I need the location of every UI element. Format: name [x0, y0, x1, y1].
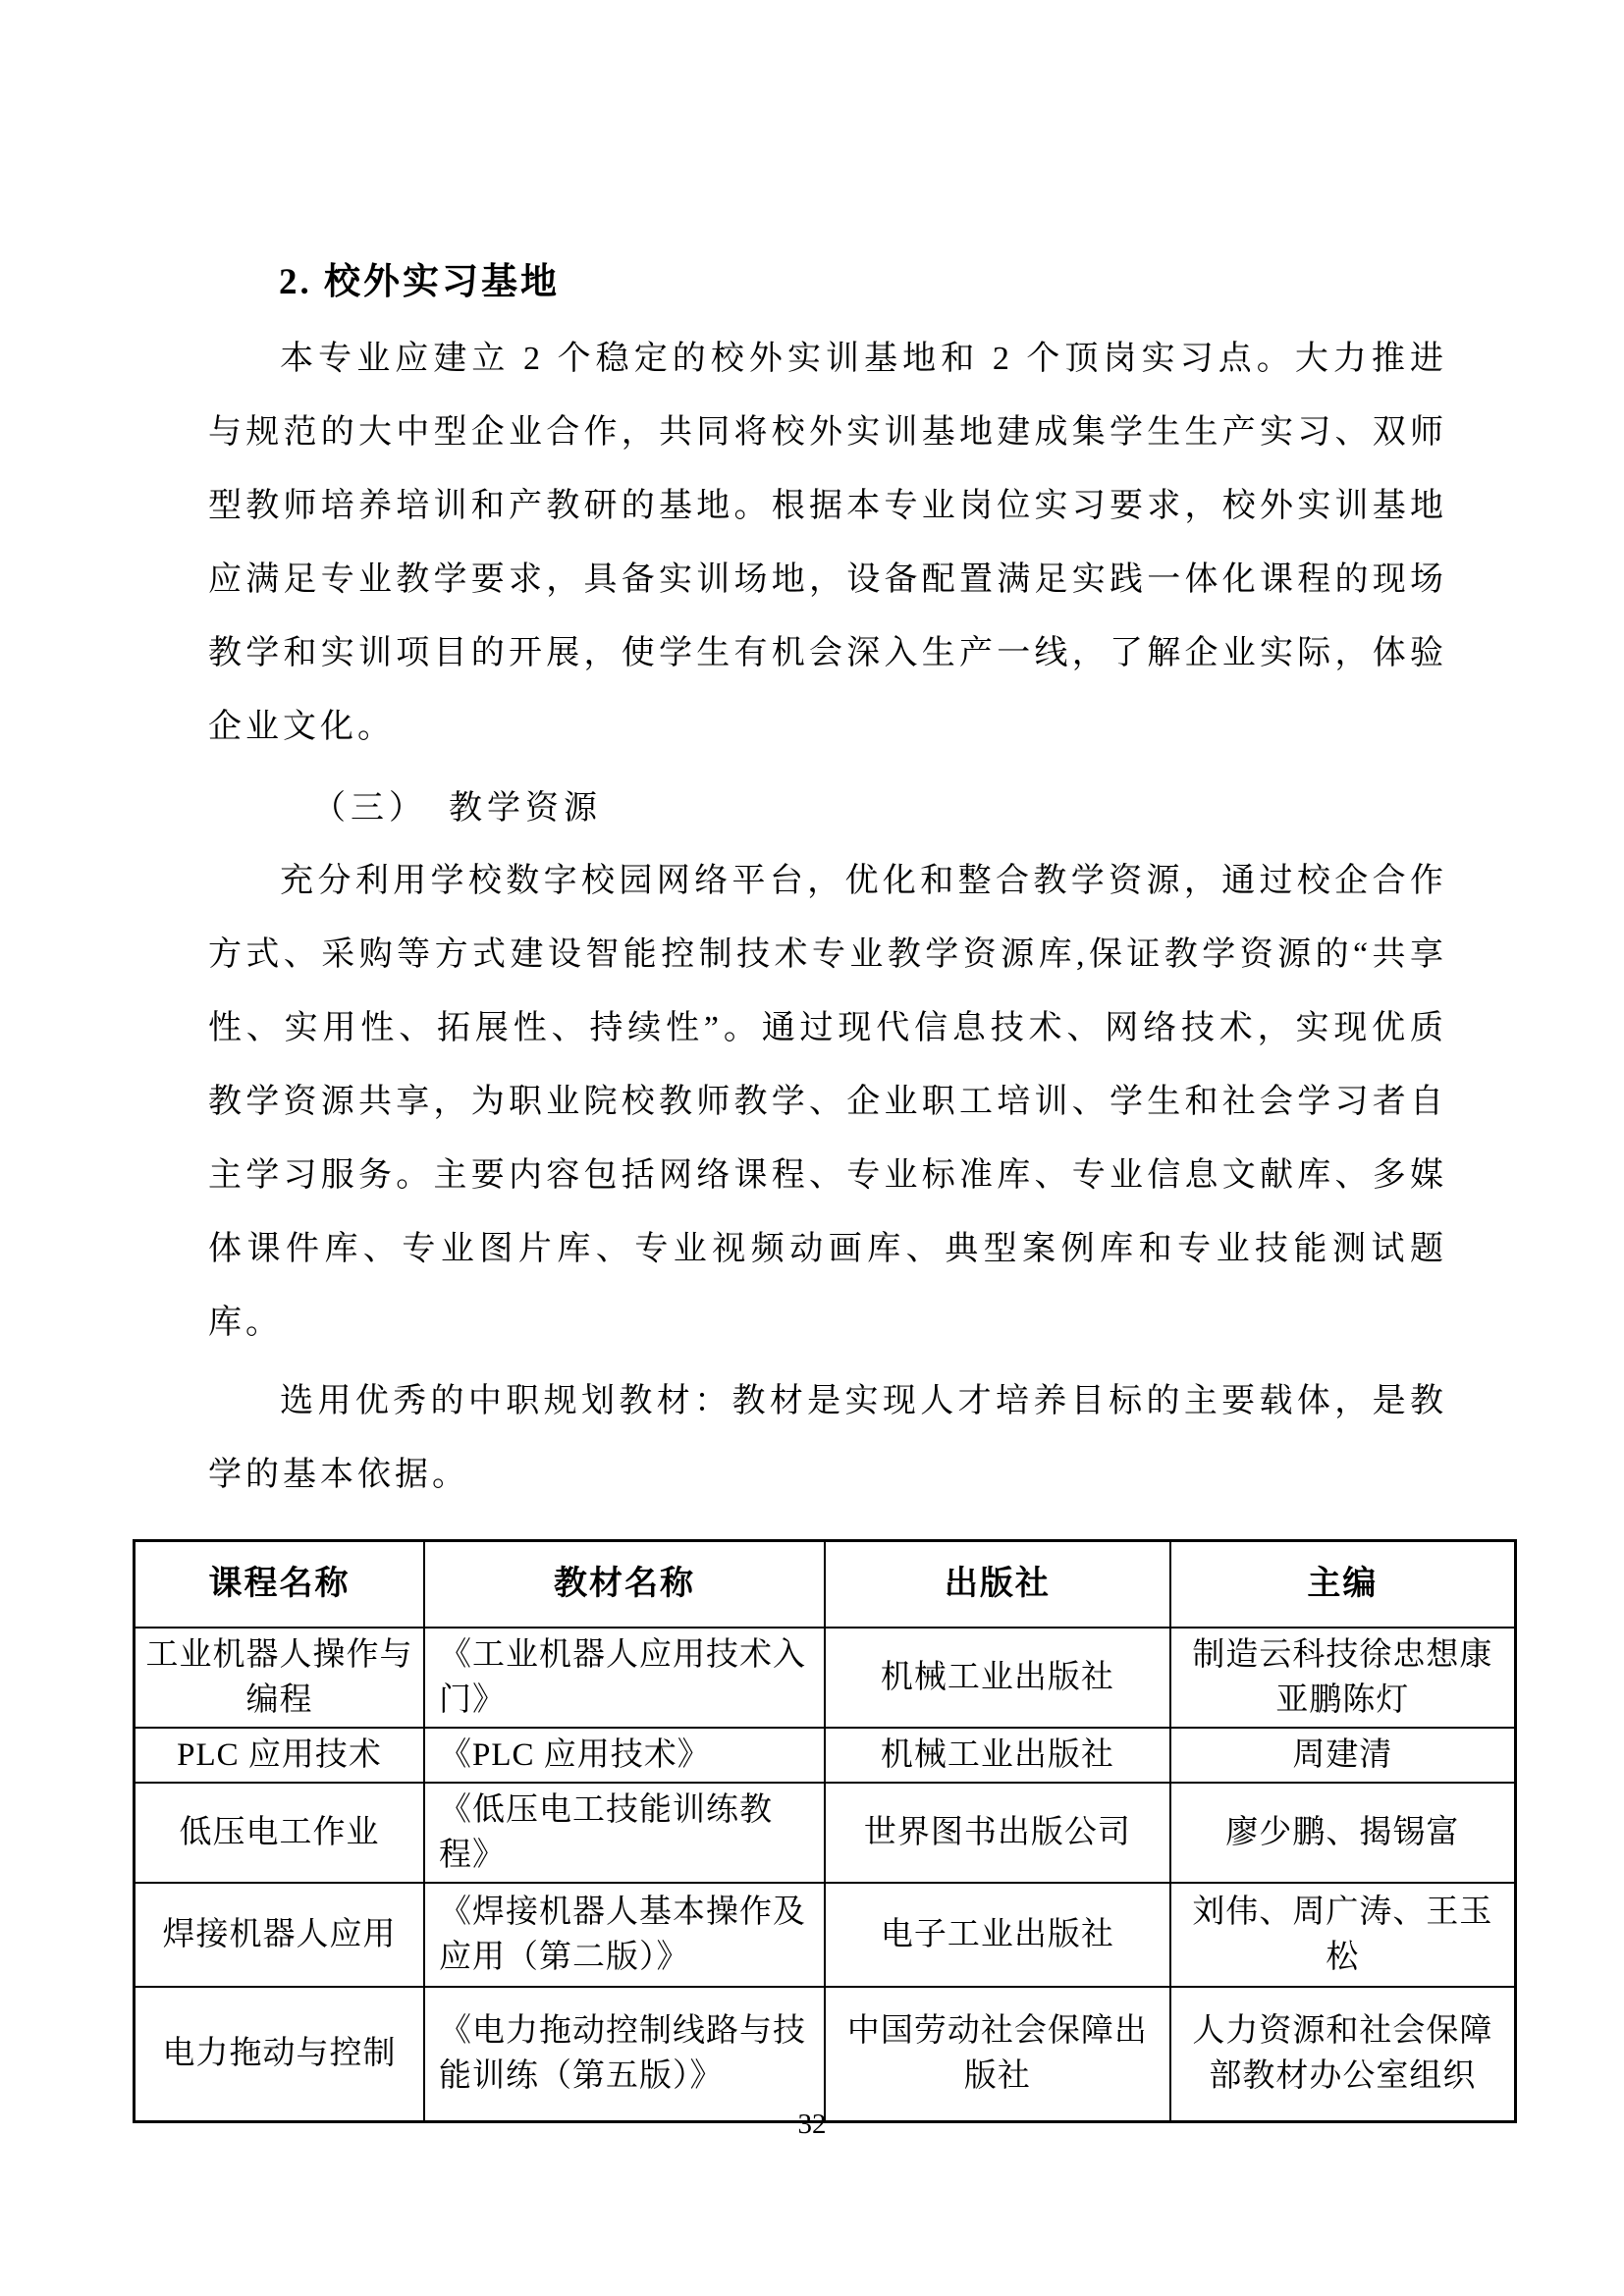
column-header-course: 课程名称 [135, 1541, 424, 1628]
paragraph-textbook-selection: 选用优秀的中职规划教材：教材是实现人才培养目标的主要载体，是教学的基本依据。 [208, 1383, 1447, 1493]
table-header-row [135, 1541, 1516, 1628]
cell-press: 机械工业出版社 [825, 1628, 1170, 1728]
cell-editor: 廖少鹏、揭锡富 [1170, 1783, 1516, 1883]
cell-course: 电力拖动与控制 [135, 1987, 424, 2122]
cell-press: 中国劳动社会保障出版社 [825, 1987, 1170, 2122]
cell-course: 低压电工作业 [135, 1783, 424, 1883]
cell-textbook: 《低压电工技能训练教程》 [424, 1783, 825, 1883]
cell-course: 工业机器人操作与编程 [135, 1628, 424, 1728]
cell-press: 电子工业出版社 [825, 1883, 1170, 1987]
column-header-textbook: 教材名称 [424, 1541, 825, 1628]
cell-textbook: 《焊接机器人基本操作及应用（第二版）》 [424, 1883, 825, 1987]
cell-course: PLC 应用技术 [135, 1728, 424, 1783]
table-row [135, 1883, 1516, 1987]
cell-textbook: 《PLC 应用技术》 [424, 1728, 825, 1783]
section-heading: 2. 校外实习基地 [279, 262, 560, 302]
textbook-table [133, 1539, 1517, 2123]
cell-press: 世界图书出版公司 [825, 1783, 1170, 1883]
cell-course: 焊接机器人应用 [135, 1883, 424, 1987]
cell-editor: 周建清 [1170, 1728, 1516, 1783]
cell-editor: 制造云科技徐忠想康亚鹏陈灯 [1170, 1628, 1516, 1728]
cell-editor: 刘伟、周广涛、王玉松 [1170, 1883, 1516, 1987]
table-row [135, 1628, 1516, 1728]
cell-textbook: 《工业机器人应用技术入门》 [424, 1628, 825, 1728]
table-row [135, 1728, 1516, 1783]
table-row [135, 1987, 1516, 2122]
page-number: 32 [797, 2109, 827, 2140]
cell-press: 机械工业出版社 [825, 1728, 1170, 1783]
column-header-press: 出版社 [825, 1541, 1170, 1628]
column-header-editor: 主编 [1170, 1541, 1516, 1628]
subsection-heading-teaching-resources: （三） 教学资源 [312, 790, 602, 827]
table-row [135, 1783, 1516, 1883]
cell-textbook: 《电力拖动控制线路与技能训练（第五版）》 [424, 1987, 825, 2122]
cell-editor: 人力资源和社会保障部教材办公室组织 [1170, 1987, 1516, 2122]
paragraph-teaching-resources: 充分利用学校数字校园网络平台，优化和整合教学资源，通过校企合作方式、采购等方式建设智能控制技术专业教学资源库,保证教学资源的“共享性、实用性、拓展性、持续性”。通过现代信息技术、网络技术，实现优质教学资源共享，为职业院校教师教学、企业职工培训、学生和社会学习者自主学习服务。主要内容包括网络课程、专业标准库、专业信息文献库、多媒体课件库、专业图片库、专业视频动画库、典型案例库和专业技能测试题库。 [208, 863, 1447, 1341]
paragraph-off-campus-bases: 本专业应建立 2 个稳定的校外实训基地和 2 个顶岗实习点。大力推进与规范的大中型企业合作，共同将校外实训基地建成集学生生产实习、双师型教师培养培训和产教研的基地。根据本专业岗位实习要求，校外实训基地应满足专业教学要求，具备实训场地，设备配置满足实践一体化课程的现场教学和实训项目的开展，使学生有机会深入生产一线，了解企业实际，体验企业文化。 [208, 341, 1447, 745]
